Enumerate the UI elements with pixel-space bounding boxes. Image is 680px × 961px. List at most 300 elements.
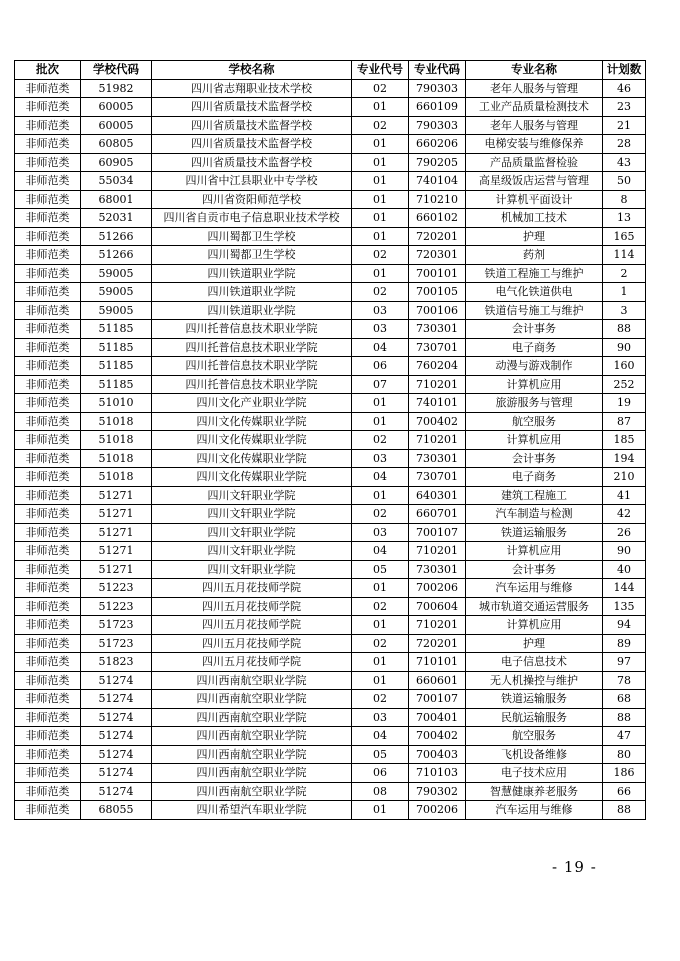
cell-plan-count: 135 xyxy=(603,597,646,616)
cell-school-code: 51185 xyxy=(81,320,152,339)
cell-major-name: 计算机平面设计 xyxy=(466,190,603,209)
cell-school-code: 51823 xyxy=(81,653,152,672)
table-row xyxy=(15,708,646,727)
cell-major-code: 660701 xyxy=(409,505,466,524)
table-row xyxy=(15,431,646,450)
cell-school-name: 四川铁道职业学院 xyxy=(152,264,352,283)
cell-major-no: 05 xyxy=(352,745,409,764)
cell-major-name: 电子信息技术 xyxy=(466,653,603,672)
cell-batch: 非师范类 xyxy=(15,597,81,616)
cell-school-code: 51271 xyxy=(81,523,152,542)
cell-major-no: 01 xyxy=(352,190,409,209)
cell-school-name: 四川文轩职业学院 xyxy=(152,486,352,505)
cell-school-name: 四川省质量技术监督学校 xyxy=(152,116,352,135)
cell-major-no: 02 xyxy=(352,283,409,302)
cell-major-code: 700106 xyxy=(409,301,466,320)
cell-major-name: 飞机设备维修 xyxy=(466,745,603,764)
cell-batch: 非师范类 xyxy=(15,671,81,690)
cell-school-name: 四川西南航空职业学院 xyxy=(152,764,352,783)
cell-batch: 非师范类 xyxy=(15,338,81,357)
cell-major-no: 01 xyxy=(352,412,409,431)
cell-batch: 非师范类 xyxy=(15,172,81,191)
cell-batch: 非师范类 xyxy=(15,190,81,209)
cell-major-code: 710201 xyxy=(409,542,466,561)
cell-major-no: 01 xyxy=(352,486,409,505)
cell-plan-count: 185 xyxy=(603,431,646,450)
cell-batch: 非师范类 xyxy=(15,412,81,431)
cell-school-name: 四川文化传媒职业学院 xyxy=(152,412,352,431)
cell-major-no: 03 xyxy=(352,301,409,320)
cell-major-name: 民航运输服务 xyxy=(466,708,603,727)
cell-major-no: 04 xyxy=(352,542,409,561)
table-row xyxy=(15,727,646,746)
cell-school-code: 60005 xyxy=(81,98,152,117)
cell-major-code: 700107 xyxy=(409,523,466,542)
cell-major-no: 04 xyxy=(352,468,409,487)
table-row xyxy=(15,153,646,172)
cell-major-code: 730701 xyxy=(409,338,466,357)
cell-school-name: 四川西南航空职业学院 xyxy=(152,745,352,764)
cell-major-name: 计算机应用 xyxy=(466,616,603,635)
table-row xyxy=(15,375,646,394)
table-row xyxy=(15,79,646,98)
cell-school-name: 四川铁道职业学院 xyxy=(152,283,352,302)
cell-school-name: 四川西南航空职业学院 xyxy=(152,782,352,801)
cell-batch: 非师范类 xyxy=(15,375,81,394)
cell-batch: 非师范类 xyxy=(15,320,81,339)
table-row xyxy=(15,597,646,616)
cell-batch: 非师范类 xyxy=(15,264,81,283)
cell-school-code: 51274 xyxy=(81,727,152,746)
cell-batch: 非师范类 xyxy=(15,579,81,598)
cell-school-name: 四川省自贡市电子信息职业技术学校 xyxy=(152,209,352,228)
cell-school-name: 四川省中江县职业中专学校 xyxy=(152,172,352,191)
cell-major-name: 航空服务 xyxy=(466,412,603,431)
cell-major-code: 710101 xyxy=(409,653,466,672)
cell-major-name: 高星级饭店运营与管理 xyxy=(466,172,603,191)
cell-major-no: 01 xyxy=(352,671,409,690)
cell-major-no: 02 xyxy=(352,246,409,265)
cell-plan-count: 144 xyxy=(603,579,646,598)
cell-batch: 非师范类 xyxy=(15,505,81,524)
cell-school-name: 四川文轩职业学院 xyxy=(152,542,352,561)
cell-major-name: 电子技术应用 xyxy=(466,764,603,783)
cell-plan-count: 28 xyxy=(603,135,646,154)
cell-batch: 非师范类 xyxy=(15,801,81,820)
cell-major-no: 01 xyxy=(352,135,409,154)
cell-plan-count: 90 xyxy=(603,338,646,357)
cell-school-code: 68055 xyxy=(81,801,152,820)
cell-major-name: 旅游服务与管理 xyxy=(466,394,603,413)
cell-major-name: 铁道工程施工与维护 xyxy=(466,264,603,283)
cell-major-no: 01 xyxy=(352,616,409,635)
cell-school-code: 51274 xyxy=(81,745,152,764)
cell-major-name: 老年人服务与管理 xyxy=(466,116,603,135)
cell-school-name: 四川省质量技术监督学校 xyxy=(152,98,352,117)
cell-school-name: 四川五月花技师学院 xyxy=(152,653,352,672)
table-row xyxy=(15,634,646,653)
cell-plan-count: 165 xyxy=(603,227,646,246)
cell-major-code: 660601 xyxy=(409,671,466,690)
cell-school-code: 59005 xyxy=(81,301,152,320)
table-row xyxy=(15,542,646,561)
cell-major-no: 02 xyxy=(352,116,409,135)
cell-batch: 非师范类 xyxy=(15,283,81,302)
cell-batch: 非师范类 xyxy=(15,431,81,450)
cell-major-name: 铁道信号施工与维护 xyxy=(466,301,603,320)
cell-batch: 非师范类 xyxy=(15,301,81,320)
cell-major-no: 06 xyxy=(352,764,409,783)
cell-major-no: 08 xyxy=(352,782,409,801)
cell-plan-count: 2 xyxy=(603,264,646,283)
cell-plan-count: 26 xyxy=(603,523,646,542)
cell-major-no: 01 xyxy=(352,98,409,117)
cell-major-code: 760204 xyxy=(409,357,466,376)
cell-major-no: 02 xyxy=(352,505,409,524)
column-header-plan-count: 计划数 xyxy=(603,61,646,80)
cell-school-name: 四川蜀都卫生学校 xyxy=(152,227,352,246)
cell-school-code: 68001 xyxy=(81,190,152,209)
cell-school-code: 51271 xyxy=(81,505,152,524)
cell-batch: 非师范类 xyxy=(15,468,81,487)
cell-major-code: 710201 xyxy=(409,375,466,394)
cell-major-no: 01 xyxy=(352,394,409,413)
cell-major-code: 730701 xyxy=(409,468,466,487)
cell-batch: 非师范类 xyxy=(15,246,81,265)
cell-major-name: 计算机应用 xyxy=(466,431,603,450)
cell-plan-count: 3 xyxy=(603,301,646,320)
cell-plan-count: 90 xyxy=(603,542,646,561)
cell-school-name: 四川文轩职业学院 xyxy=(152,505,352,524)
cell-major-name: 计算机应用 xyxy=(466,375,603,394)
table-row xyxy=(15,671,646,690)
cell-school-code: 55034 xyxy=(81,172,152,191)
cell-school-code: 60005 xyxy=(81,116,152,135)
column-header-major-no: 专业代号 xyxy=(352,61,409,80)
cell-major-no: 01 xyxy=(352,153,409,172)
cell-batch: 非师范类 xyxy=(15,690,81,709)
cell-school-code: 51185 xyxy=(81,375,152,394)
cell-major-code: 660206 xyxy=(409,135,466,154)
cell-major-code: 720301 xyxy=(409,246,466,265)
cell-plan-count: 80 xyxy=(603,745,646,764)
table-row xyxy=(15,246,646,265)
cell-batch: 非师范类 xyxy=(15,98,81,117)
cell-batch: 非师范类 xyxy=(15,153,81,172)
cell-school-code: 51723 xyxy=(81,634,152,653)
cell-school-name: 四川西南航空职业学院 xyxy=(152,708,352,727)
cell-major-code: 790303 xyxy=(409,79,466,98)
cell-major-name: 汽车制造与检测 xyxy=(466,505,603,524)
cell-batch: 非师范类 xyxy=(15,79,81,98)
cell-school-code: 51266 xyxy=(81,246,152,265)
cell-major-no: 02 xyxy=(352,634,409,653)
cell-school-code: 51185 xyxy=(81,338,152,357)
cell-school-code: 51274 xyxy=(81,782,152,801)
column-header-major-code: 专业代码 xyxy=(409,61,466,80)
cell-school-name: 四川西南航空职业学院 xyxy=(152,671,352,690)
cell-major-no: 01 xyxy=(352,172,409,191)
cell-plan-count: 194 xyxy=(603,449,646,468)
cell-major-no: 03 xyxy=(352,523,409,542)
cell-major-code: 710201 xyxy=(409,616,466,635)
cell-school-code: 52031 xyxy=(81,209,152,228)
cell-batch: 非师范类 xyxy=(15,357,81,376)
cell-school-name: 四川文轩职业学院 xyxy=(152,523,352,542)
cell-school-name: 四川五月花技师学院 xyxy=(152,579,352,598)
cell-plan-count: 88 xyxy=(603,320,646,339)
table-row xyxy=(15,301,646,320)
cell-school-code: 59005 xyxy=(81,264,152,283)
table-row xyxy=(15,653,646,672)
cell-school-code: 60805 xyxy=(81,135,152,154)
cell-batch: 非师范类 xyxy=(15,560,81,579)
cell-major-code: 700107 xyxy=(409,690,466,709)
column-header-batch: 批次 xyxy=(15,61,81,80)
cell-school-name: 四川托普信息技术职业学院 xyxy=(152,338,352,357)
cell-major-code: 730301 xyxy=(409,449,466,468)
cell-major-code: 700401 xyxy=(409,708,466,727)
cell-plan-count: 89 xyxy=(603,634,646,653)
table-row xyxy=(15,357,646,376)
cell-major-name: 工业产品质量检测技术 xyxy=(466,98,603,117)
cell-plan-count: 13 xyxy=(603,209,646,228)
cell-batch: 非师范类 xyxy=(15,745,81,764)
cell-plan-count: 21 xyxy=(603,116,646,135)
admission-plan-table xyxy=(14,60,646,820)
cell-major-no: 01 xyxy=(352,579,409,598)
cell-major-code: 790303 xyxy=(409,116,466,135)
cell-plan-count: 8 xyxy=(603,190,646,209)
cell-school-code: 51010 xyxy=(81,394,152,413)
cell-school-code: 51018 xyxy=(81,412,152,431)
cell-major-code: 700206 xyxy=(409,801,466,820)
page-number: - 19 - xyxy=(552,858,597,876)
table-row xyxy=(15,394,646,413)
cell-major-no: 04 xyxy=(352,338,409,357)
table-row xyxy=(15,801,646,820)
cell-major-name: 护理 xyxy=(466,227,603,246)
cell-school-name: 四川托普信息技术职业学院 xyxy=(152,320,352,339)
cell-major-no: 03 xyxy=(352,449,409,468)
column-header-school-code: 学校代码 xyxy=(81,61,152,80)
cell-major-code: 700402 xyxy=(409,727,466,746)
cell-school-code: 51274 xyxy=(81,671,152,690)
cell-major-no: 02 xyxy=(352,79,409,98)
cell-school-name: 四川省资阳师范学校 xyxy=(152,190,352,209)
cell-school-code: 51982 xyxy=(81,79,152,98)
cell-plan-count: 88 xyxy=(603,801,646,820)
cell-school-name: 四川希望汽车职业学院 xyxy=(152,801,352,820)
cell-major-name: 建筑工程施工 xyxy=(466,486,603,505)
table-row xyxy=(15,505,646,524)
cell-school-code: 51018 xyxy=(81,468,152,487)
cell-major-name: 汽车运用与维修 xyxy=(466,579,603,598)
cell-plan-count: 68 xyxy=(603,690,646,709)
table-row xyxy=(15,98,646,117)
cell-school-name: 四川西南航空职业学院 xyxy=(152,690,352,709)
table-row xyxy=(15,190,646,209)
cell-school-code: 51274 xyxy=(81,764,152,783)
cell-plan-count: 66 xyxy=(603,782,646,801)
cell-plan-count: 1 xyxy=(603,283,646,302)
table-row xyxy=(15,616,646,635)
cell-major-code: 700402 xyxy=(409,412,466,431)
cell-major-name: 电梯安装与维修保养 xyxy=(466,135,603,154)
cell-major-code: 790205 xyxy=(409,153,466,172)
cell-major-code: 710201 xyxy=(409,431,466,450)
cell-plan-count: 23 xyxy=(603,98,646,117)
cell-batch: 非师范类 xyxy=(15,394,81,413)
cell-school-name: 四川文化产业职业学院 xyxy=(152,394,352,413)
cell-major-code: 710210 xyxy=(409,190,466,209)
table-row xyxy=(15,782,646,801)
cell-plan-count: 40 xyxy=(603,560,646,579)
cell-major-name: 产品质量监督检验 xyxy=(466,153,603,172)
cell-plan-count: 186 xyxy=(603,764,646,783)
cell-major-name: 会计事务 xyxy=(466,449,603,468)
cell-plan-count: 114 xyxy=(603,246,646,265)
cell-batch: 非师范类 xyxy=(15,634,81,653)
table-row xyxy=(15,116,646,135)
cell-school-name: 四川省质量技术监督学校 xyxy=(152,153,352,172)
cell-major-name: 航空服务 xyxy=(466,727,603,746)
cell-major-code: 730301 xyxy=(409,320,466,339)
cell-school-name: 四川文轩职业学院 xyxy=(152,560,352,579)
table-body xyxy=(15,79,646,819)
cell-school-code: 51018 xyxy=(81,449,152,468)
cell-major-code: 740104 xyxy=(409,172,466,191)
cell-school-code: 51185 xyxy=(81,357,152,376)
cell-batch: 非师范类 xyxy=(15,209,81,228)
table-row xyxy=(15,135,646,154)
cell-major-code: 700403 xyxy=(409,745,466,764)
cell-school-code: 51223 xyxy=(81,579,152,598)
cell-major-no: 03 xyxy=(352,708,409,727)
cell-plan-count: 94 xyxy=(603,616,646,635)
cell-plan-count: 50 xyxy=(603,172,646,191)
cell-major-code: 660109 xyxy=(409,98,466,117)
cell-major-no: 01 xyxy=(352,209,409,228)
table-row xyxy=(15,412,646,431)
cell-major-name: 城市轨道交通运营服务 xyxy=(466,597,603,616)
cell-school-name: 四川五月花技师学院 xyxy=(152,634,352,653)
cell-major-name: 智慧健康养老服务 xyxy=(466,782,603,801)
cell-major-code: 700206 xyxy=(409,579,466,598)
table-row xyxy=(15,172,646,191)
cell-plan-count: 41 xyxy=(603,486,646,505)
cell-batch: 非师范类 xyxy=(15,764,81,783)
cell-batch: 非师范类 xyxy=(15,449,81,468)
cell-major-name: 汽车运用与维修 xyxy=(466,801,603,820)
table-row xyxy=(15,486,646,505)
table-row xyxy=(15,745,646,764)
cell-plan-count: 252 xyxy=(603,375,646,394)
cell-school-name: 四川铁道职业学院 xyxy=(152,301,352,320)
cell-major-no: 01 xyxy=(352,264,409,283)
table-row xyxy=(15,227,646,246)
cell-plan-count: 78 xyxy=(603,671,646,690)
table-row xyxy=(15,264,646,283)
cell-school-code: 51018 xyxy=(81,431,152,450)
cell-major-name: 药剂 xyxy=(466,246,603,265)
cell-plan-count: 97 xyxy=(603,653,646,672)
cell-major-no: 02 xyxy=(352,431,409,450)
cell-major-no: 01 xyxy=(352,653,409,672)
cell-major-no: 07 xyxy=(352,375,409,394)
cell-major-no: 02 xyxy=(352,597,409,616)
cell-batch: 非师范类 xyxy=(15,708,81,727)
cell-batch: 非师范类 xyxy=(15,653,81,672)
cell-school-code: 59005 xyxy=(81,283,152,302)
cell-major-no: 03 xyxy=(352,320,409,339)
cell-school-code: 51271 xyxy=(81,542,152,561)
cell-plan-count: 87 xyxy=(603,412,646,431)
cell-batch: 非师范类 xyxy=(15,616,81,635)
cell-major-code: 740101 xyxy=(409,394,466,413)
cell-school-name: 四川五月花技师学院 xyxy=(152,597,352,616)
cell-major-name: 电气化铁道供电 xyxy=(466,283,603,302)
cell-plan-count: 42 xyxy=(603,505,646,524)
table-row xyxy=(15,449,646,468)
cell-school-code: 51274 xyxy=(81,708,152,727)
cell-major-name: 计算机应用 xyxy=(466,542,603,561)
table-row xyxy=(15,523,646,542)
cell-major-code: 700101 xyxy=(409,264,466,283)
cell-batch: 非师范类 xyxy=(15,782,81,801)
cell-major-name: 老年人服务与管理 xyxy=(466,79,603,98)
cell-major-code: 720201 xyxy=(409,227,466,246)
cell-major-code: 640301 xyxy=(409,486,466,505)
table-row xyxy=(15,579,646,598)
table-row xyxy=(15,468,646,487)
cell-major-code: 700604 xyxy=(409,597,466,616)
table-row xyxy=(15,283,646,302)
cell-plan-count: 160 xyxy=(603,357,646,376)
column-header-school-name: 学校名称 xyxy=(152,61,352,80)
cell-school-name: 四川文化传媒职业学院 xyxy=(152,449,352,468)
cell-major-code: 710103 xyxy=(409,764,466,783)
cell-major-name: 动漫与游戏制作 xyxy=(466,357,603,376)
cell-major-name: 电子商务 xyxy=(466,338,603,357)
cell-major-code: 790302 xyxy=(409,782,466,801)
table-row xyxy=(15,560,646,579)
cell-major-name: 铁道运输服务 xyxy=(466,690,603,709)
cell-major-no: 06 xyxy=(352,357,409,376)
cell-major-name: 无人机操控与维护 xyxy=(466,671,603,690)
cell-major-no: 01 xyxy=(352,801,409,820)
table-row xyxy=(15,338,646,357)
cell-batch: 非师范类 xyxy=(15,135,81,154)
cell-batch: 非师范类 xyxy=(15,542,81,561)
cell-school-name: 四川托普信息技术职业学院 xyxy=(152,357,352,376)
cell-major-code: 700105 xyxy=(409,283,466,302)
cell-school-name: 四川托普信息技术职业学院 xyxy=(152,375,352,394)
cell-major-name: 会计事务 xyxy=(466,320,603,339)
cell-school-name: 四川蜀都卫生学校 xyxy=(152,246,352,265)
cell-major-name: 护理 xyxy=(466,634,603,653)
table-row xyxy=(15,690,646,709)
cell-plan-count: 88 xyxy=(603,708,646,727)
cell-school-name: 四川省志翔职业技术学校 xyxy=(152,79,352,98)
cell-major-code: 720201 xyxy=(409,634,466,653)
cell-school-code: 60905 xyxy=(81,153,152,172)
cell-plan-count: 46 xyxy=(603,79,646,98)
cell-major-name: 铁道运输服务 xyxy=(466,523,603,542)
cell-major-name: 电子商务 xyxy=(466,468,603,487)
cell-batch: 非师范类 xyxy=(15,116,81,135)
cell-school-code: 51271 xyxy=(81,486,152,505)
